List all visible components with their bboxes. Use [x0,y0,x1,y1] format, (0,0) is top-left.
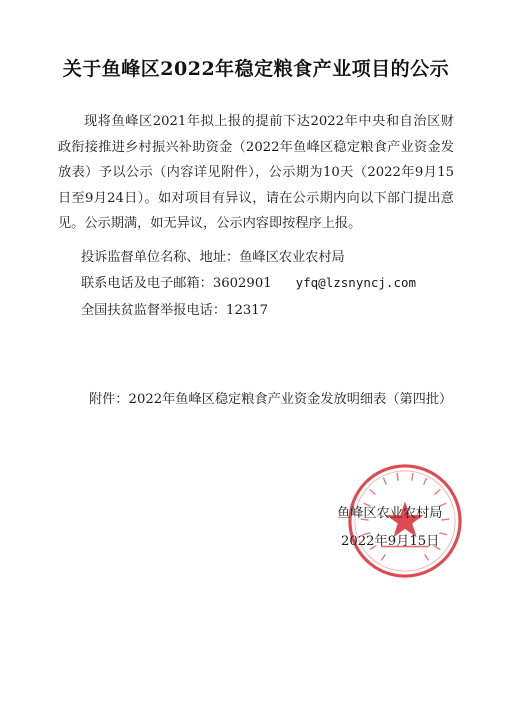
attachment-line: 附件：2022年鱼峰区稳定粮食产业资金发放明细表（第四批） [89,392,453,407]
hotline-line: 全国扶贫监督举报电话：12317 [81,303,269,318]
contact-phone: 联系电话及电子邮箱：3602901 [81,276,272,291]
signature-date: 2022年9月15日 [341,534,440,549]
official-seal-stamp [346,462,464,580]
signature-unit: 鱼峰区农业农村局 [337,506,443,521]
document-title: 关于鱼峰区2022年稳定粮食产业项目的公示 [62,58,450,80]
contact-line [81,272,416,291]
complaint-unit-line: 投诉监督单位名称、地址：鱼峰区农业农村局 [81,250,345,265]
contact-email: yfq@lzsnyncj.com [295,275,417,290]
body-paragraph: 现将鱼峰区2021年拟上报的提前下达2022年中央和自治区财政衔接推进乡村振兴补助资金（2022年鱼峰区稳定粮食产业资金发放表）予以公示（内容详见附件），公示期为10天（2022年9月15日至9月24日）。如对项目有异议，请在公示期内向以下部门提出意见。公示期满，如无异议，公示内容即按程序上报。 [58,114,454,232]
